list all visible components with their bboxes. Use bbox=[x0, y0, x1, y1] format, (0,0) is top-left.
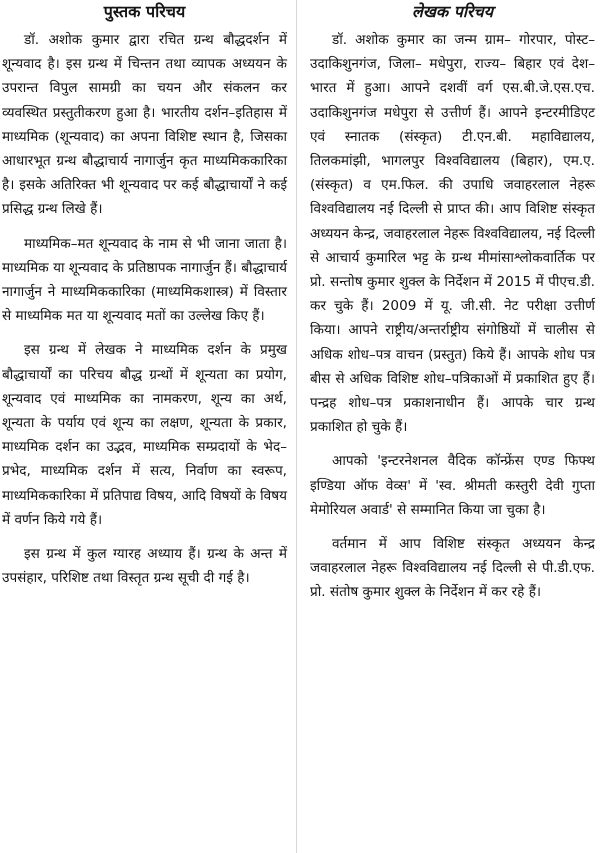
author-intro-paragraph: डॉ. अशोक कुमार का जन्म ग्राम– गोरपार, पोस्ट– उदाकिशुनगंज, जिला– मधेपुरा, राज्य– बिहार एवं देश– भारत में हुआ। आपने दशवीं वर्ग एस.बी.जे.एस.एच. उदाकिशुनगंज मधेपुरा से उत्तीर्ण हैं। आपने इन्टरमीडिएट एवं स्नातक (संस्कृत) टी.एन.बी. महाविद्यालय, तिलकमांझी, भागलपुर विश्वविद्यालय (बिहार), एम.ए. (संस्कृत) व एम.फिल. की उपाधि जवाहरलाल नेहरू विश्वविद्यालय नई दिल्ली से प्राप्त की। आप विशिष्ट संस्कृत अध्ययन केन्द्र, जवाहरलाल नेहरू विश्वविद्यालय, नई दिल्ली से आचार्य कुमारिल भट्ट के ग्रन्थ मीमांसाश्लोकवार्तिक पर प्रो. सन्तोष कुमार शुक्ल के निर्देशन में 2015 में पीएच.डी. कर चुके हैं। 2009 में यू. जी.सी. नेट परीक्षा उत्तीर्ण किया। आपने राष्ट्रीय/अन्तर्राष्ट्रीय संगोष्ठियों में चालीस से अधिक शोध–पत्र वाचन (प्रस्तुत) किये हैं। आपके शोध पत्र बीस से अधिक विशिष्ट शोध–पत्रिकाओं में प्रकाशित हुए हैं। पन्द्रह शोध–पत्र प्रकाशनाधीन हैं। आपके चार ग्रन्थ प्रकाशित हो चुके हैं। bbox=[310, 32, 595, 436]
author-intro-paragraph: आपको 'इन्टरनेशनल वैदिक कॉन्फ्रेंस एण्ड फिफ्थ इण्डिया ऑफ वेव्स' में 'स्व. श्रीमती कस्तुरी देवी गुप्ता मेमोरियल अवार्ड' से सम्मानित किया जा चुका है। bbox=[310, 453, 595, 518]
book-intro-paragraph: इस ग्रन्थ में कुल ग्यारह अध्याय हैं। ग्रन्थ के अन्त में उपसंहार, परिशिष्ट तथा विस्तृत ग्रन्थ सूची दी गई है। bbox=[2, 546, 287, 587]
author-introduction-heading: लेखक परिचय bbox=[411, 2, 493, 21]
book-intro-paragraph: माध्यमिक–मत शून्यवाद के नाम से भी जाना जाता है। माध्यमिक या शून्यवाद के प्रतिष्ठापक नागार्जुन हैं। बौद्धाचार्य नागार्जुन ने माध्यमिककारिका (माध्यमिकशास्त्र) में विस्तार से माध्यमिक मत या शून्यवाद मतों का उल्लेख किए हैं। bbox=[2, 235, 287, 325]
book-introduction-column bbox=[2, 0, 287, 600]
column-divider bbox=[296, 0, 297, 853]
book-introduction-heading: पुस्तक परिचय bbox=[103, 2, 186, 21]
book-intro-paragraph: डॉ. अशोक कुमार द्वारा रचित ग्रन्थ बौद्धदर्शन में शून्यवाद है। इस ग्रन्थ में चिन्तन तथा व्यापक अध्ययन के उपरान्त विपुल सामग्री का चयन और संकलन कर व्यवस्थित प्रस्तुतीकरण हुआ है। भारतीय दर्शन–इतिहास में माध्यमिक (शून्यवाद) का अपना विशिष्ट स्थान है, जिसका आधारभूत ग्रन्थ बौद्धाचार्य नागार्जुन कृत माध्यमिककारिका है। इसके अतिरिक्त भी शून्यवाद पर कई बौद्धाचार्यों ने कई प्रसिद्ध ग्रन्थ लिखे हैं। bbox=[2, 32, 287, 218]
book-intro-paragraph: इस ग्रन्थ में लेखक ने माध्यमिक दर्शन के प्रमुख बौद्धाचार्यों का परिचय बौद्ध ग्रन्थों में शून्यता का प्रयोग, शून्यवाद एवं माध्यमिक का नामकरण, शून्य का अर्थ, शून्यता के पर्याय एवं शून्य का लक्षण, शून्यता के प्रकार, माध्यमिक दर्शन का उद्भव, माध्यमिक सम्प्रदायों के भेद–प्रभेद, माध्यमिक दर्शन में सत्य, निर्वाण का स्वरूप, माध्यमिककारिका में प्रतिपाद्य विषय, आदि विषयों के विषय में वर्णन किये गये हैं। bbox=[2, 342, 287, 528]
author-intro-paragraph: वर्तमान में आप विशिष्ट संस्कृत अध्ययन केन्द्र जवाहरलाल नेहरू विश्वविद्यालय नई दिल्ली से पी.डी.एफ. प्रो. संतोष कुमार शुक्ल के निर्देशन में कर रहे हैं। bbox=[310, 536, 595, 601]
author-introduction-column bbox=[310, 0, 595, 615]
